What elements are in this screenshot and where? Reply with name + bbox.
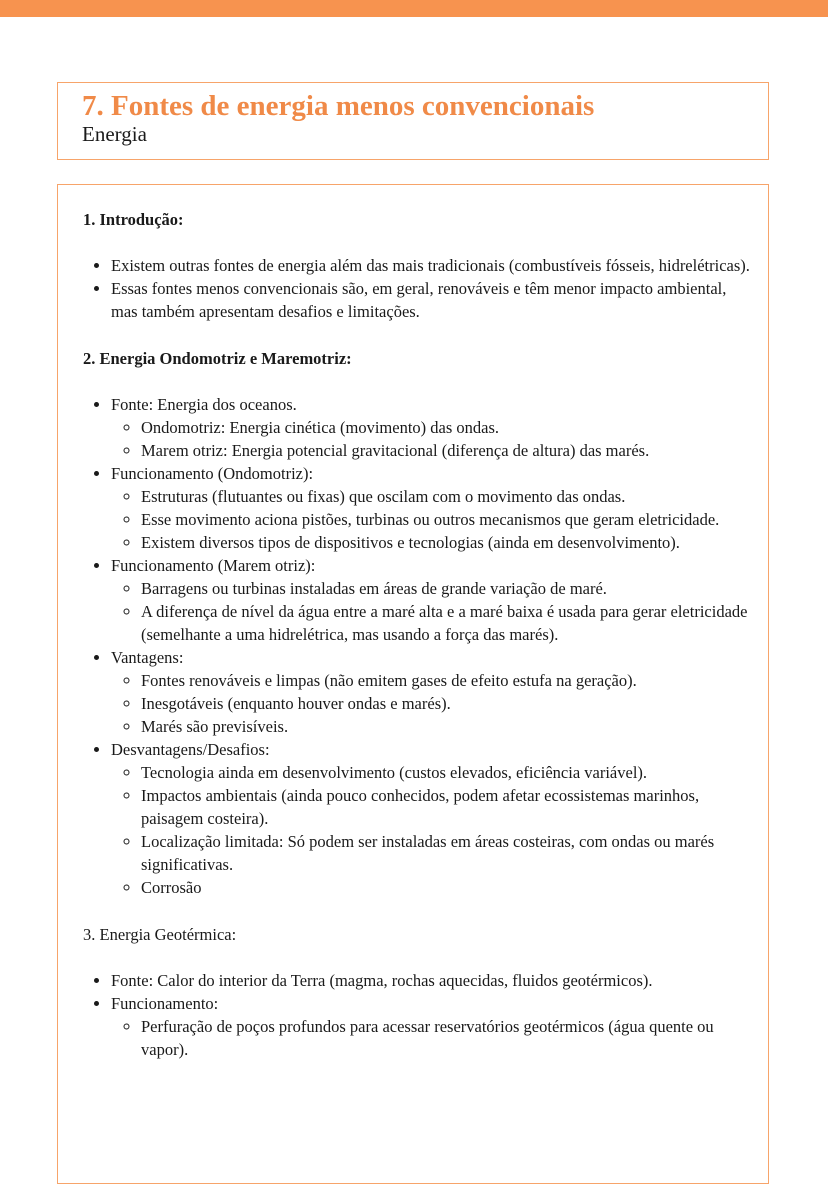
- sub-list-item: ◦ Marem otriz: Energia potencial gravitacional (diferença de altura) das marés.: [141, 439, 753, 462]
- sub-list-item: ◦ Perfuração de poços profundos para acessar reservatórios geotérmicos (água quente ou vapor).: [141, 1015, 753, 1061]
- section-heading: 3. Energia Geotérmica:: [83, 925, 237, 944]
- section-heading: 2. Energia Ondomotriz e Maremotriz:: [83, 349, 352, 368]
- sub-list-item: ◦ Tecnologia ainda em desenvolvimento (custos elevados, eficiência variável).: [141, 761, 753, 784]
- list-item-text: Funcionamento:: [111, 994, 219, 1013]
- list-item: [111, 554, 753, 646]
- list-item: [111, 992, 753, 1061]
- sub-list-item: ◦ Ondomotriz: Energia cinética (movimento) das ondas.: [141, 416, 753, 439]
- list-item-text: Fonte: Energia dos oceanos.: [111, 395, 297, 414]
- list-item: [111, 646, 753, 738]
- sub-list-item: ◦ Corrosão: [141, 876, 753, 899]
- section-heading: 1. Introdução:: [83, 210, 184, 229]
- sub-list-item: ◦ Esse movimento aciona pistões, turbinas ou outros mecanismos que geram eletricidade.: [141, 508, 753, 531]
- list-item: [111, 393, 753, 462]
- content-box: [57, 184, 769, 1184]
- sub-list: [111, 577, 753, 646]
- sub-list-item: ◦ Existem diversos tipos de dispositivos e tecnologias (ainda em desenvolvimento).: [141, 531, 753, 554]
- title-box: [57, 82, 769, 160]
- sub-list: [111, 1015, 753, 1061]
- sub-list-item: ◦ Impactos ambientais (ainda pouco conhecidos, podem afetar ecossistemas marinhos, paisagem costeira).: [141, 784, 753, 830]
- sub-list-item: ◦ Localização limitada: Só podem ser instaladas em áreas costeiras, com ondas ou marés significativas.: [141, 830, 753, 876]
- sub-list: [111, 669, 753, 738]
- list-item: • Fonte: Calor do interior da Terra (magma, rochas aquecidas, fluidos geotérmicos).: [111, 969, 753, 992]
- sub-list-item: ◦ Inesgotáveis (enquanto houver ondas e marés).: [141, 692, 753, 715]
- list-item: • Existem outras fontes de energia além das mais tradicionais (combustíveis fósseis, hidrelétricas).: [111, 254, 753, 277]
- list-item-text: Desvantagens/Desafios:: [111, 740, 270, 759]
- sub-list: [111, 416, 753, 462]
- page-subtitle: Energia: [82, 122, 147, 146]
- list-item: • Essas fontes menos convencionais são, em geral, renováveis e têm menor impacto ambiental, mas também apresentam desafios e limitações.: [111, 277, 753, 323]
- bullet-list: [83, 969, 753, 1061]
- list-item-text: Funcionamento (Ondomotriz):: [111, 464, 314, 483]
- bullet-list: [83, 254, 753, 323]
- sub-list-item: ◦ Marés são previsíveis.: [141, 715, 753, 738]
- sub-list-item: ◦ Fontes renováveis e limpas (não emitem gases de efeito estufa na geração).: [141, 669, 753, 692]
- sub-list: [111, 761, 753, 899]
- top-accent-bar: [0, 0, 828, 17]
- list-item: [111, 738, 753, 899]
- list-item-text: Vantagens:: [111, 648, 184, 667]
- list-item: [111, 462, 753, 554]
- sub-list: [111, 485, 753, 554]
- list-item-text: Funcionamento (Marem otriz):: [111, 556, 316, 575]
- bullet-list: [83, 393, 753, 899]
- content: [83, 208, 753, 1061]
- page-title: 7. Fontes de energia menos convencionais: [82, 90, 595, 122]
- sub-list-item: ◦ A diferença de nível da água entre a maré alta e a maré baixa é usada para gerar eletricidade (semelhante a uma hidrelétrica, mas usando a força das marés).: [141, 600, 753, 646]
- sub-list-item: ◦ Barragens ou turbinas instaladas em áreas de grande variação de maré.: [141, 577, 753, 600]
- sub-list-item: ◦ Estruturas (flutuantes ou fixas) que oscilam com o movimento das ondas.: [141, 485, 753, 508]
